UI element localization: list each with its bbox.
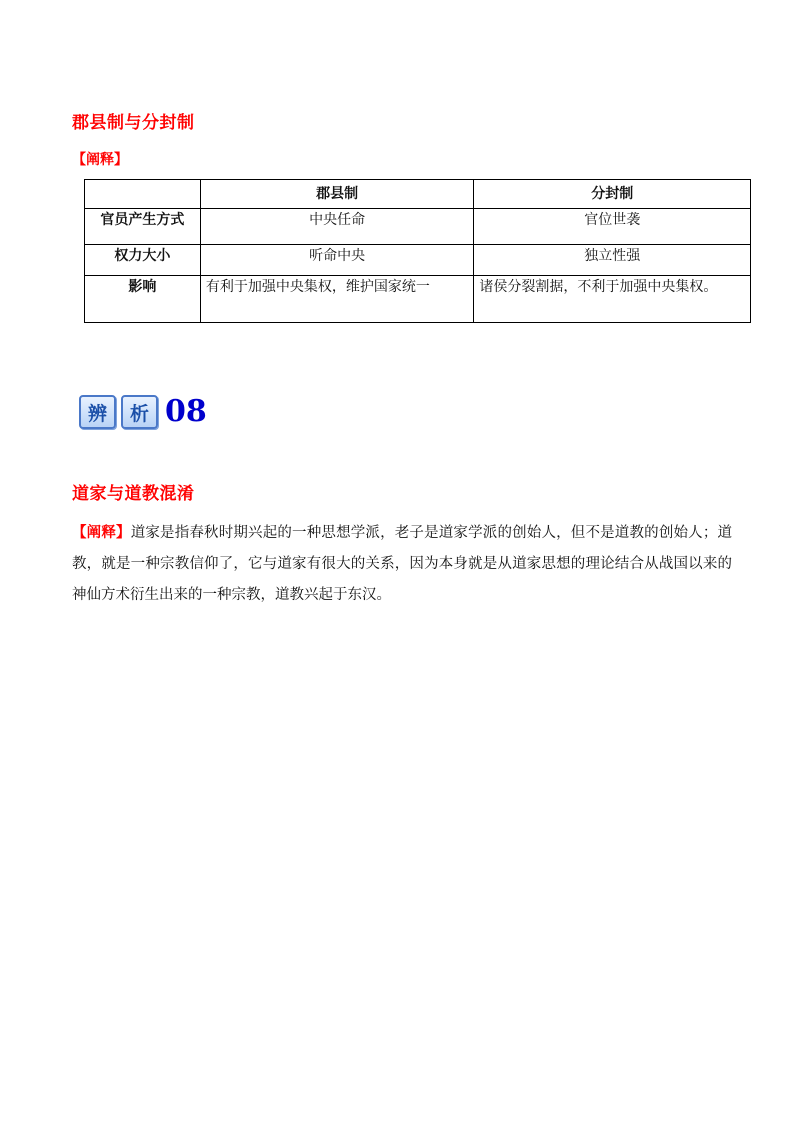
section-title-daojia-daojiao: 道家与道教混淆	[72, 484, 195, 504]
table-header-fenfeng: 分封制	[474, 180, 751, 209]
explanation-paragraph	[72, 518, 732, 611]
explanation-label: 【阐释】	[72, 525, 131, 541]
table-header-empty	[85, 180, 201, 209]
row-header: 官员产生方式	[85, 209, 201, 245]
section-title-junxian-fenfeng: 郡县制与分封制	[72, 113, 195, 133]
explanation-text: 道家是指春秋时期兴起的一种思想学派，老子是道家学派的创始人，但不是道教的创始人；道教，就是一种宗教信仰了，它与道家有很大的关系，因为本身就是从道家思想的理论结合从战国以来的神仙方术衍生出来的一种宗教，道教兴起于东汉。	[72, 525, 733, 603]
badge-char-xi: 析	[121, 395, 158, 429]
table-cell: 有利于加强中央集权，维护国家统一	[200, 276, 474, 323]
row-header: 权力大小	[85, 245, 201, 276]
table-row	[85, 209, 751, 245]
table-row	[85, 245, 751, 276]
table-cell: 诸侯分裂割据，不利于加强中央集权。	[474, 276, 751, 323]
badge-number: 08	[165, 394, 207, 429]
row-header: 影响	[85, 276, 201, 323]
table-row	[85, 276, 751, 323]
table-header-row	[85, 180, 751, 209]
explanation-label: 【阐释】	[72, 152, 128, 168]
table-cell: 听命中央	[200, 245, 474, 276]
analysis-badge	[79, 392, 207, 432]
badge-char-bian: 辨	[79, 395, 116, 429]
table-cell: 官位世袭	[474, 209, 751, 245]
table-cell: 中央任命	[200, 209, 474, 245]
table-header-junxian: 郡县制	[200, 180, 474, 209]
table-cell: 独立性强	[474, 245, 751, 276]
comparison-table	[84, 179, 751, 323]
